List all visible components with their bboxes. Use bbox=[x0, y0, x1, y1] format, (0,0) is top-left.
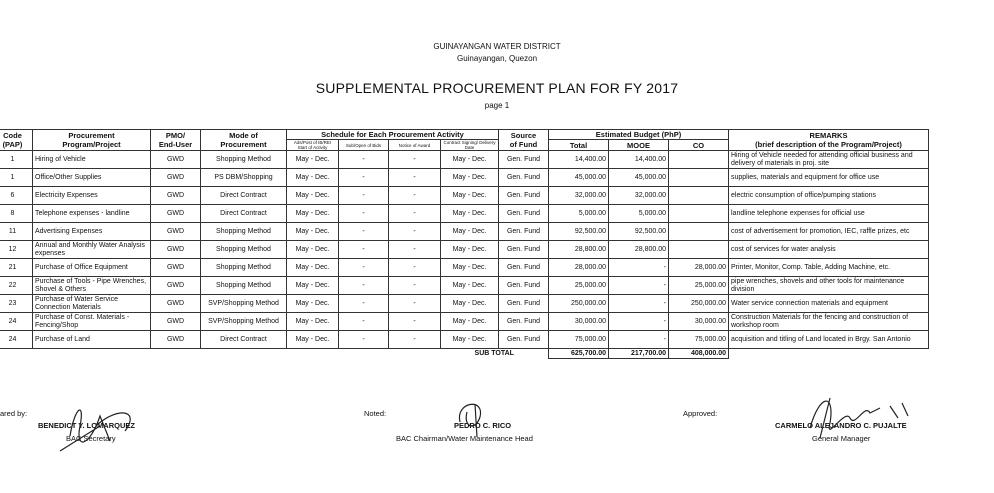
col-sched-contract: Contract Signing/ Delivery Date bbox=[441, 140, 499, 151]
cell-program: Advertising Expenses bbox=[33, 223, 151, 241]
cell-total: 45,000.00 bbox=[549, 169, 609, 187]
cell-sub: - bbox=[339, 223, 389, 241]
cell-code: 1 bbox=[0, 151, 33, 169]
cell-code: 21 bbox=[0, 259, 33, 277]
cell-remarks: Construction Materials for the fencing and construction of workshop room bbox=[729, 313, 929, 331]
table-row bbox=[0, 169, 929, 187]
subtotal-total: 625,700.00 bbox=[549, 349, 609, 359]
cell-co: 30,000.00 bbox=[669, 313, 729, 331]
cell-notice: - bbox=[389, 151, 441, 169]
cell-remarks: acquisition and titling of Land located in Brgy. San Antonio bbox=[729, 331, 929, 349]
noted-label: Noted: bbox=[364, 409, 387, 418]
cell-remarks: cost of services for water analysis bbox=[729, 241, 929, 259]
cell-program: Hiring of Vehicle bbox=[33, 151, 151, 169]
cell-mooe: 5,000.00 bbox=[609, 205, 669, 223]
cell-ads: May - Dec. bbox=[287, 313, 339, 331]
cell-remarks: landline telephone expenses for official use bbox=[729, 205, 929, 223]
cell-code: 12 bbox=[0, 241, 33, 259]
cell-pmo: GWD bbox=[151, 259, 201, 277]
cell-sub: - bbox=[339, 187, 389, 205]
cell-pmo: GWD bbox=[151, 187, 201, 205]
cell-co: 25,000.00 bbox=[669, 277, 729, 295]
cell-co: 28,000.00 bbox=[669, 259, 729, 277]
cell-pmo: GWD bbox=[151, 277, 201, 295]
cell-program: Telephone expenses - landline bbox=[33, 205, 151, 223]
cell-mode: Direct Contract bbox=[201, 187, 287, 205]
cell-mooe: 28,800.00 bbox=[609, 241, 669, 259]
cell-pmo: GWD bbox=[151, 223, 201, 241]
cell-code: 22 bbox=[0, 277, 33, 295]
cell-contract: May - Dec. bbox=[441, 331, 499, 349]
col-code: Code (PAP) bbox=[0, 130, 33, 151]
table-row bbox=[0, 241, 929, 259]
cell-pmo: GWD bbox=[151, 331, 201, 349]
approved-label: Approved: bbox=[683, 409, 718, 418]
cell-ads: May - Dec. bbox=[287, 259, 339, 277]
cell-source: Gen. Fund bbox=[499, 187, 549, 205]
cell-mode: Shopping Method bbox=[201, 151, 287, 169]
table-row bbox=[0, 259, 929, 277]
cell-sub: - bbox=[339, 313, 389, 331]
cell-code: 11 bbox=[0, 223, 33, 241]
subtotal-label: SUB TOTAL bbox=[474, 349, 514, 357]
col-program: Procurement Program/Project bbox=[33, 130, 151, 151]
document-title: SUPPLEMENTAL PROCUREMENT PLAN FOR FY 2017 bbox=[315, 80, 679, 96]
cell-mooe: 92,500.00 bbox=[609, 223, 669, 241]
cell-total: 28,800.00 bbox=[549, 241, 609, 259]
cell-program: Purchase of Land bbox=[33, 331, 151, 349]
cell-sub: - bbox=[339, 241, 389, 259]
prepared-label: ared by: bbox=[0, 409, 28, 418]
cell-mode: SVP/Shopping Method bbox=[201, 313, 287, 331]
cell-notice: - bbox=[389, 331, 441, 349]
cell-source: Gen. Fund bbox=[499, 169, 549, 187]
cell-program: Purchase of Tools - Pipe Wrenches, Shovel & Others bbox=[33, 277, 151, 295]
cell-mode: SVP/Shopping Method bbox=[201, 295, 287, 313]
cell-program: Purchase of Const. Materials - Fencing/Shop bbox=[33, 313, 151, 331]
col-total: Total bbox=[549, 140, 609, 151]
cell-pmo: GWD bbox=[151, 151, 201, 169]
cell-mooe: 14,400.00 bbox=[609, 151, 669, 169]
table-row bbox=[0, 223, 929, 241]
approved-name: CARMELO ALEJANDRO C. PUJALTE bbox=[775, 421, 907, 430]
col-co: CO bbox=[669, 140, 729, 151]
col-source: Source of Fund bbox=[499, 130, 549, 151]
col-remarks: REMARKS (brief description of the Program/Project) bbox=[729, 130, 929, 151]
cell-program: Office/Other Supplies bbox=[33, 169, 151, 187]
cell-mode: Direct Contract bbox=[201, 205, 287, 223]
cell-contract: May - Dec. bbox=[441, 295, 499, 313]
cell-sub: - bbox=[339, 205, 389, 223]
cell-total: 32,000.00 bbox=[549, 187, 609, 205]
table-row bbox=[0, 313, 929, 331]
cell-remarks: electric consumption of office/pumping stations bbox=[729, 187, 929, 205]
cell-ads: May - Dec. bbox=[287, 169, 339, 187]
cell-notice: - bbox=[389, 187, 441, 205]
col-sched-ads: Ads/Post of IB/REI Start of Activity bbox=[287, 140, 339, 151]
col-mode: Mode of Procurement bbox=[201, 130, 287, 151]
cell-total: 14,400.00 bbox=[549, 151, 609, 169]
cell-source: Gen. Fund bbox=[499, 241, 549, 259]
cell-source: Gen. Fund bbox=[499, 313, 549, 331]
cell-sub: - bbox=[339, 295, 389, 313]
cell-co bbox=[669, 205, 729, 223]
cell-contract: May - Dec. bbox=[441, 241, 499, 259]
cell-contract: May - Dec. bbox=[441, 259, 499, 277]
cell-mooe: 45,000.00 bbox=[609, 169, 669, 187]
cell-notice: - bbox=[389, 241, 441, 259]
cell-co: 250,000.00 bbox=[669, 295, 729, 313]
procurement-table bbox=[0, 129, 929, 359]
cell-source: Gen. Fund bbox=[499, 277, 549, 295]
cell-co bbox=[669, 151, 729, 169]
cell-mooe: - bbox=[609, 277, 669, 295]
cell-remarks: Water service connection materials and equipment bbox=[729, 295, 929, 313]
cell-code: 24 bbox=[0, 331, 33, 349]
cell-remarks: cost of advertisement for promotion, IEC, raffle prizes, etc bbox=[729, 223, 929, 241]
cell-ads: May - Dec. bbox=[287, 187, 339, 205]
cell-program: Annual and Monthly Water Analysis expenses bbox=[33, 241, 151, 259]
cell-source: Gen. Fund bbox=[499, 331, 549, 349]
cell-source: Gen. Fund bbox=[499, 259, 549, 277]
cell-program: Electricity Expenses bbox=[33, 187, 151, 205]
org-address: Guinayangan, Quezon bbox=[456, 54, 538, 63]
col-schedule: Schedule for Each Procurement Activity bbox=[287, 130, 499, 140]
cell-sub: - bbox=[339, 277, 389, 295]
cell-mooe: - bbox=[609, 313, 669, 331]
cell-source: Gen. Fund bbox=[499, 295, 549, 313]
cell-total: 92,500.00 bbox=[549, 223, 609, 241]
table-row bbox=[0, 187, 929, 205]
cell-source: Gen. Fund bbox=[499, 205, 549, 223]
cell-notice: - bbox=[389, 259, 441, 277]
cell-pmo: GWD bbox=[151, 313, 201, 331]
approved-title: General Manager bbox=[812, 434, 871, 443]
cell-ads: May - Dec. bbox=[287, 151, 339, 169]
cell-sub: - bbox=[339, 331, 389, 349]
table-row bbox=[0, 205, 929, 223]
table-body bbox=[0, 151, 929, 349]
cell-code: 8 bbox=[0, 205, 33, 223]
cell-remarks: pipe wrenches, shovels and other tools for maintenance division bbox=[729, 277, 929, 295]
cell-ads: May - Dec. bbox=[287, 277, 339, 295]
signature-approved bbox=[790, 388, 920, 448]
table-row bbox=[0, 277, 929, 295]
cell-pmo: GWD bbox=[151, 241, 201, 259]
table-row bbox=[0, 331, 929, 349]
cell-ads: May - Dec. bbox=[287, 241, 339, 259]
prepared-title: BAC Secretary bbox=[66, 434, 116, 443]
cell-contract: May - Dec. bbox=[441, 205, 499, 223]
signature-noted bbox=[445, 392, 505, 442]
cell-code: 6 bbox=[0, 187, 33, 205]
cell-contract: May - Dec. bbox=[441, 169, 499, 187]
page-number: page 1 bbox=[484, 101, 510, 110]
col-mooe: MOOE bbox=[609, 140, 669, 151]
cell-program: Purchase of Water Service Connection Materials bbox=[33, 295, 151, 313]
cell-mode: PS DBM/Shopping bbox=[201, 169, 287, 187]
cell-mode: Direct Contract bbox=[201, 331, 287, 349]
cell-code: 24 bbox=[0, 313, 33, 331]
cell-co: 75,000.00 bbox=[669, 331, 729, 349]
cell-sub: - bbox=[339, 151, 389, 169]
cell-contract: May - Dec. bbox=[441, 313, 499, 331]
cell-total: 5,000.00 bbox=[549, 205, 609, 223]
cell-ads: May - Dec. bbox=[287, 223, 339, 241]
col-pmo: PMO/ End-User bbox=[151, 130, 201, 151]
table-row bbox=[0, 295, 929, 313]
cell-mode: Shopping Method bbox=[201, 277, 287, 295]
cell-mooe: - bbox=[609, 259, 669, 277]
cell-notice: - bbox=[389, 205, 441, 223]
cell-ads: May - Dec. bbox=[287, 205, 339, 223]
cell-total: 30,000.00 bbox=[549, 313, 609, 331]
cell-ads: May - Dec. bbox=[287, 295, 339, 313]
cell-pmo: GWD bbox=[151, 295, 201, 313]
cell-total: 25,000.00 bbox=[549, 277, 609, 295]
cell-program: Purchase of Office Equipment bbox=[33, 259, 151, 277]
cell-ads: May - Dec. bbox=[287, 331, 339, 349]
cell-co bbox=[669, 241, 729, 259]
cell-pmo: GWD bbox=[151, 169, 201, 187]
cell-notice: - bbox=[389, 223, 441, 241]
cell-remarks: supplies, materials and equipment for office use bbox=[729, 169, 929, 187]
cell-notice: - bbox=[389, 313, 441, 331]
subtotal-mooe: 217,700.00 bbox=[609, 349, 669, 359]
col-sched-sub: Sub/Open of Bids bbox=[339, 140, 389, 151]
cell-mode: Shopping Method bbox=[201, 241, 287, 259]
cell-notice: - bbox=[389, 169, 441, 187]
cell-contract: May - Dec. bbox=[441, 223, 499, 241]
cell-notice: - bbox=[389, 295, 441, 313]
cell-total: 250,000.00 bbox=[549, 295, 609, 313]
cell-contract: May - Dec. bbox=[441, 187, 499, 205]
cell-mooe: - bbox=[609, 331, 669, 349]
cell-code: 23 bbox=[0, 295, 33, 313]
signature-prepared bbox=[40, 396, 160, 456]
prepared-name: BENEDICT Y. LOMARQUEZ bbox=[38, 421, 135, 430]
cell-mooe: 32,000.00 bbox=[609, 187, 669, 205]
cell-co bbox=[669, 169, 729, 187]
org-name: GUINAYANGAN WATER DISTRICT bbox=[433, 42, 561, 51]
cell-mode: Shopping Method bbox=[201, 259, 287, 277]
cell-contract: May - Dec. bbox=[441, 151, 499, 169]
subtotal-co: 408,000.00 bbox=[669, 349, 729, 359]
cell-pmo: GWD bbox=[151, 205, 201, 223]
cell-total: 28,000.00 bbox=[549, 259, 609, 277]
cell-sub: - bbox=[339, 169, 389, 187]
col-sched-notice: Notice of Award bbox=[389, 140, 441, 151]
noted-title: BAC Chairman/Water Maintenance Head bbox=[396, 434, 533, 443]
cell-co bbox=[669, 223, 729, 241]
cell-mode: Shopping Method bbox=[201, 223, 287, 241]
cell-total: 75,000.00 bbox=[549, 331, 609, 349]
cell-contract: May - Dec. bbox=[441, 277, 499, 295]
cell-sub: - bbox=[339, 259, 389, 277]
cell-remarks: Hiring of Vehicle needed for attending official business and delivery of materials in proj. site bbox=[729, 151, 929, 169]
cell-source: Gen. Fund bbox=[499, 223, 549, 241]
cell-remarks: Printer, Monitor, Comp. Table, Adding Machine, etc. bbox=[729, 259, 929, 277]
cell-code: 1 bbox=[0, 169, 33, 187]
table-row bbox=[0, 151, 929, 169]
cell-co bbox=[669, 187, 729, 205]
noted-name: PEDRO C. RICO bbox=[454, 421, 512, 430]
subtotal-row bbox=[0, 349, 929, 359]
cell-source: Gen. Fund bbox=[499, 151, 549, 169]
cell-notice: - bbox=[389, 277, 441, 295]
col-budget: Estimated Budget (PhP) bbox=[549, 130, 729, 140]
cell-mooe: - bbox=[609, 295, 669, 313]
